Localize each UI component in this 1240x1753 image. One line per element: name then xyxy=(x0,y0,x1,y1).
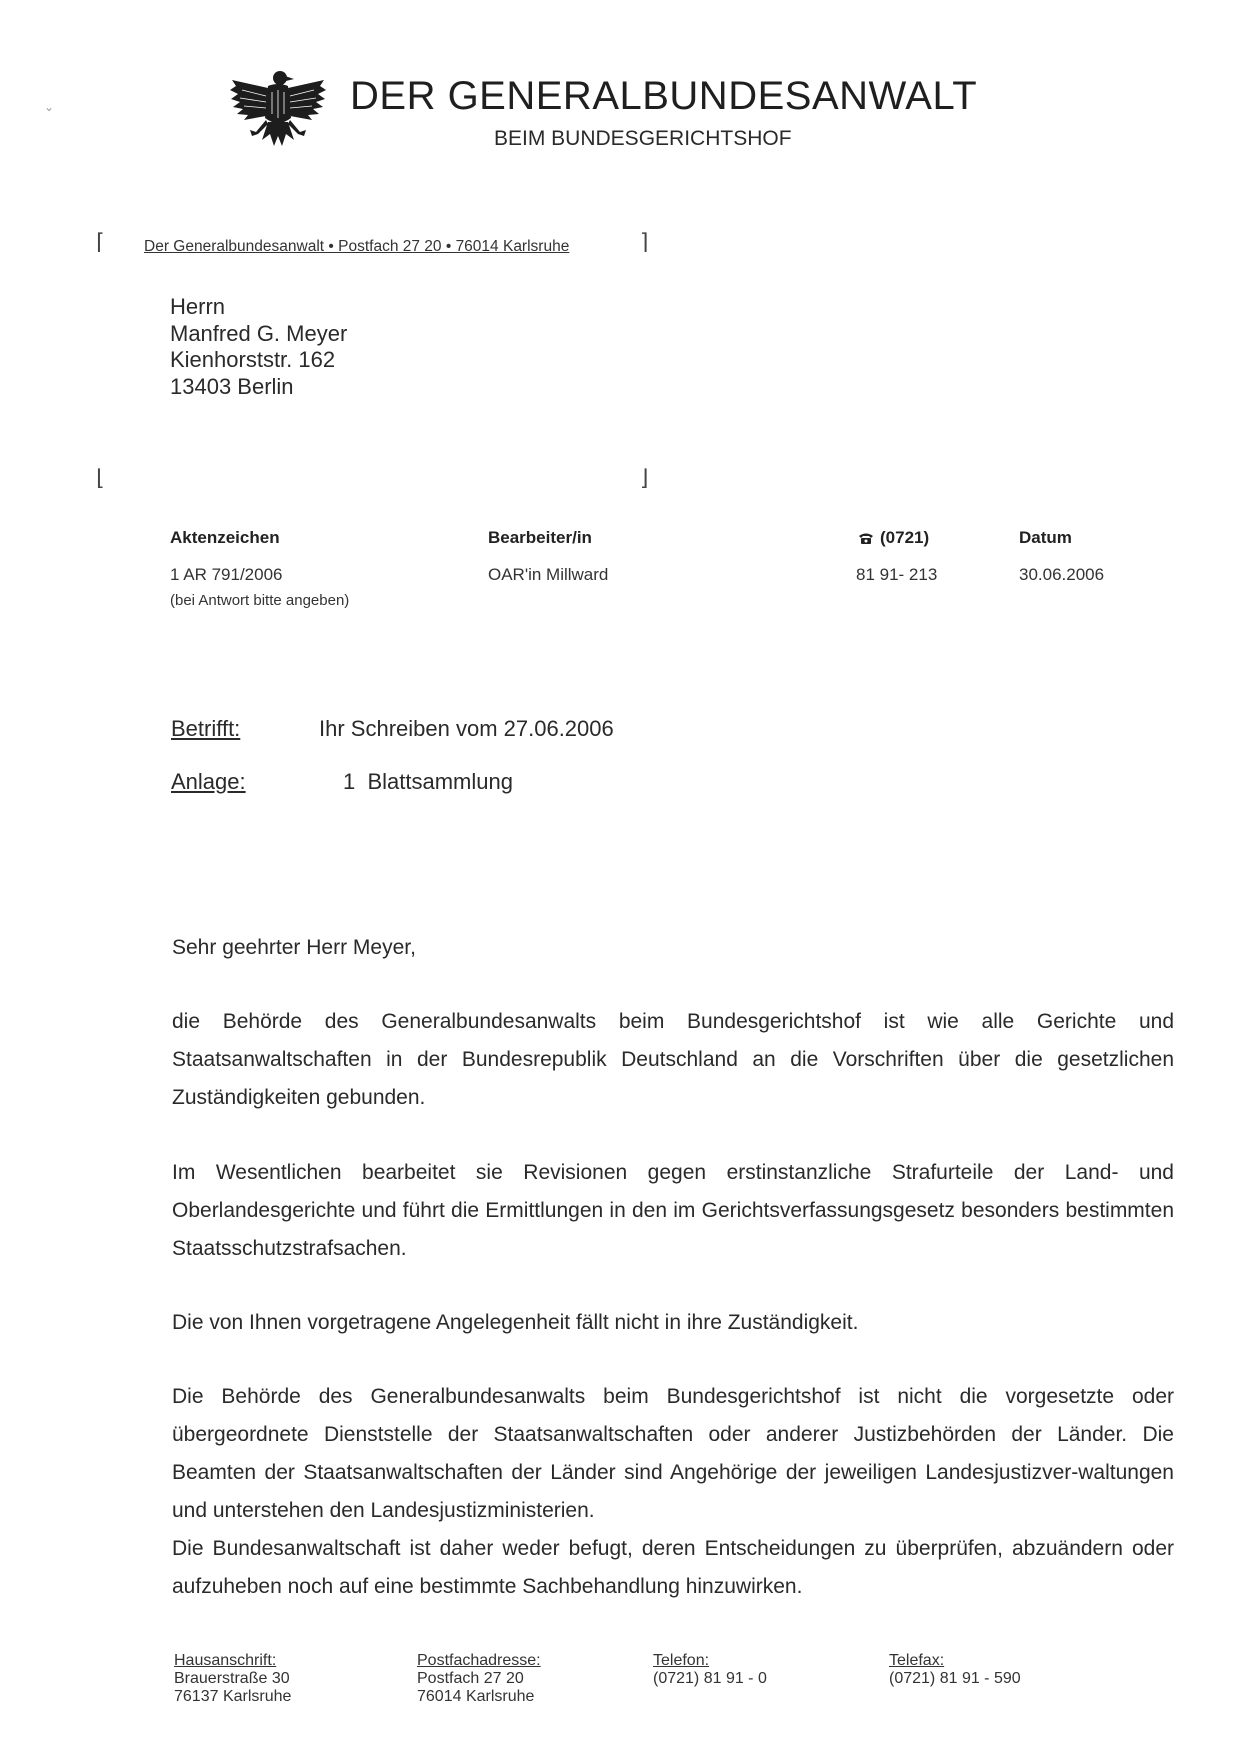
aktenzeichen-note: (bei Antwort bitte angeben) xyxy=(170,592,350,609)
window-corner-top-left: ⌈ xyxy=(96,230,105,255)
body-paragraph: Im Wesentlichen bearbeitet sie Revisionen gegen erstinstanzliche Strafurteile der Land- und Oberlandesgerichte und führt die Ermittlungen in den im Gerichtsverfassungsgesetz besonders bestimmten Staatsschutzstrafsachen. xyxy=(172,1161,1174,1260)
betrifft-value: Ihr Schreiben vom 27.06.2006 xyxy=(319,716,614,741)
footer-telefon xyxy=(653,1652,767,1688)
telephone-icon xyxy=(858,532,874,544)
window-corner-bottom-left: ⌊ xyxy=(96,466,105,491)
postfach-line: Postfach 27 20 xyxy=(417,1670,524,1687)
bearbeiter-value: OAR'in Millward xyxy=(488,565,609,584)
datum-label: Datum xyxy=(1019,528,1072,547)
organization-subtitle: BEIM BUNDESGERICHTSHOF xyxy=(494,127,792,150)
footer-postfach xyxy=(417,1652,541,1706)
hausanschrift-street: Brauerstraße 30 xyxy=(174,1670,290,1687)
recipient-street: Kienhorststr. 162 xyxy=(170,347,336,372)
window-corner-bottom-right: ⌋ xyxy=(640,466,649,491)
postfach-city: 76014 Karlsruhe xyxy=(417,1688,535,1705)
hausanschrift-city: 76137 Karlsruhe xyxy=(174,1688,292,1705)
greeting: Sehr geehrter Herr Meyer, xyxy=(172,936,416,959)
anlage-label: Anlage: xyxy=(171,769,246,794)
body-paragraph: Die Behörde des Generalbundesanwalts beim Bundesgerichtshof ist nicht die vorgesetzte oder übergeordnete Dienststelle der Staatsanwaltschaften oder anderer Justizbehörden der Länder. Die Beamten der Staatsanwaltschaften der Länder sind Angehörige der jeweiligen Landesjustizver-waltungen und unterstehen den Landesjustizministerien. xyxy=(172,1385,1174,1522)
telefon-label: Telefon: xyxy=(653,1652,710,1669)
federal-eagle-logo xyxy=(228,68,328,154)
phone-label: (0721) xyxy=(880,528,930,547)
telefax-value: (0721) 81 91 - 590 xyxy=(889,1670,1021,1687)
phone-value: 81 91- 213 xyxy=(856,565,938,584)
recipient-city: 13403 Berlin xyxy=(170,373,294,399)
hausanschrift-label: Hausanschrift: xyxy=(174,1652,277,1669)
datum-value: 30.06.2006 xyxy=(1019,565,1105,584)
organization-title: DER GENERALBUNDESANWALT xyxy=(350,74,978,118)
body-paragraph: Die Bundesanwaltschaft ist daher weder befugt, deren Entscheidungen zu überprüfen, abzuändern oder aufzuheben noch auf eine bestimmte Sachbehandlung hinzuwirken. xyxy=(172,1537,1174,1598)
body-paragraph: die Behörde des Generalbundesanwalts beim Bundesgerichtshof ist wie alle Gerichte und Staatsanwaltschaften in der Bundesrepublik Deutschland an die Vorschriften über die gesetzlichen Zuständigkeiten gebunden. xyxy=(172,1010,1174,1109)
postfach-label: Postfachadresse: xyxy=(417,1652,541,1669)
recipient-name: Manfred G. Meyer xyxy=(170,320,348,346)
telefon-value: (0721) 81 91 - 0 xyxy=(653,1670,767,1687)
phone-header xyxy=(858,528,929,548)
aktenzeichen-value: 1 AR 791/2006 xyxy=(170,565,283,584)
betrifft-label: Betrifft: xyxy=(171,716,241,741)
recipient-salutation: Herrn xyxy=(170,294,226,319)
footer-telefax xyxy=(889,1652,1021,1688)
telefax-label: Telefax: xyxy=(889,1652,945,1669)
return-address: Der Generalbundesanwalt • Postfach 27 20 • 76014 Karlsruhe xyxy=(144,238,570,255)
body-paragraph: Die von Ihnen vorgetragene Angelegenheit fällt nicht in ihre Zuständigkeit. xyxy=(172,1311,859,1334)
bearbeiter-label: Bearbeiter/in xyxy=(488,528,592,547)
window-corner-top-right: ⌉ xyxy=(640,230,649,255)
footer-hausanschrift xyxy=(174,1652,291,1706)
anlage-value: 1 Blattsammlung xyxy=(343,769,513,794)
recipient-address xyxy=(170,294,347,400)
margin-mark: ⌄ xyxy=(44,100,55,114)
aktenzeichen-label: Aktenzeichen xyxy=(170,528,280,547)
